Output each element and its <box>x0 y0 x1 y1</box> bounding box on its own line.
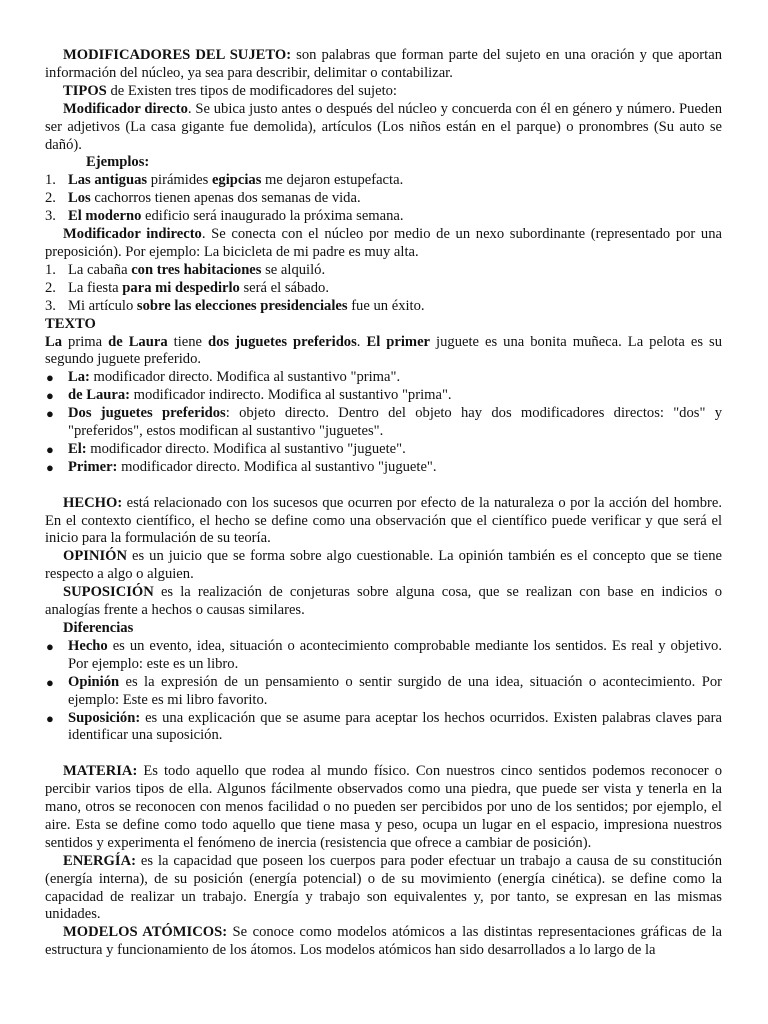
list-number: 1. <box>45 261 56 278</box>
definition-modelos-atomicos: Se conoce como modelos atómicos a las distintas representaciones gráficas de la estructura y funcionamiento de los átomos. Los modelos atómicos han sido desarrollados a lo largo de la <box>45 924 722 959</box>
paragraph-suposicion <box>45 584 722 620</box>
list-item: ● Dos juguetes preferidos: objeto directo. Dentro del objeto hay dos modificadores directos: "dos" y "preferidos", estos modifican al sustantivo "juguetes". <box>46 405 722 440</box>
paragraph-opinion <box>45 548 722 584</box>
list-item: 2. Los cachorros tienen apenas dos semanas de vida. <box>45 190 361 207</box>
paragraph-modelos-atomicos <box>45 924 722 960</box>
paragraph-texto: La prima de Laura tiene dos juguetes preferidos. El primer juguete es una bonita muñeca. La pelota es su segundo juguete preferido. <box>45 333 722 368</box>
definition-energia: es la capacidad que poseen los cuerpos para poder efectuar un trabajo a causa de su constitución (energía interna), de su posición (energía potencial) o de su movimiento (energía cinética). se define como la capacidad de realizar un trabajo. Energía y trabajo son equivalentes y, por tanto, se expresan en las mismas unidades. <box>45 852 722 923</box>
list-item: 2. La fiesta para mi despedirlo será el sábado. <box>45 279 330 296</box>
term-materia: MATERIA: <box>63 763 138 780</box>
term-hecho: HECHO: <box>63 494 123 511</box>
list-number: 2. <box>45 190 56 207</box>
definition-hecho: está relacionado con los sucesos que ocurren por efecto de la naturaleza o por la acción del hombre. En el contexto científico, el hecho se define como una observación que el científico puede verificar y que será el inicio para la formulación de su teoría. <box>45 494 722 547</box>
list-item: ● Primer: modificador directo. Modifica al sustantivo "juguete". <box>46 458 437 475</box>
term-modificadores: MODIFICADORES DEL SUJETO: <box>63 47 292 63</box>
bullet-icon: ● <box>46 710 54 726</box>
definition-modificadores: son palabras que forman parte del sujeto en una oración y que aportan información del núcleo, ya sea para describir, delimitar o contabilizar. <box>45 47 722 81</box>
paragraph-modificador-directo <box>45 101 722 155</box>
definition-opinion: es un juicio que se forma sobre algo cuestionable. La opinión también es el concepto que se tiene respecto a algo o alguien. <box>45 548 722 583</box>
paragraph-modificador-indirecto <box>45 226 722 262</box>
term-energia: ENERGÍA: <box>63 852 136 869</box>
list-number: 3. <box>45 297 56 314</box>
bullet-icon: ● <box>46 388 54 404</box>
bullet-icon: ● <box>46 441 54 457</box>
term-modificador-directo: Modificador directo <box>63 100 188 117</box>
text-tipos: de Existen tres tipos de modificadores del sujeto: <box>106 82 397 99</box>
definition-materia: Es todo aquello que rodea al mundo físico. Con nuestros cinco sentidos podemos reconocer o percibir varios tipos de ella. Algunos fácilmente observados como una piedra, que puede ser vista y tenerla en la mano, otros se reconocen con menos facilidad o no pueden ser percibidos por uno de los sentidos; por ejemplo, el aire. Esta se define como todo aquello que tiene masa y peso, ocupa un lugar en el espacio, impresiona nuestros sentidos y experimenta el fenómeno de inercia (resistencia que ofrece a cambiar de posición). <box>45 763 722 851</box>
heading-texto: TEXTO <box>45 315 96 332</box>
term-suposicion: SUPOSICIÓN <box>63 584 154 601</box>
list-number: 3. <box>45 208 56 225</box>
bullet-icon: ● <box>46 638 54 654</box>
bullet-icon: ● <box>46 370 54 386</box>
list-number: 2. <box>45 279 56 296</box>
differences-list <box>45 638 722 745</box>
list-item: ● Opinión es la expresión de un pensamiento o sentir surgido de una idea, situación o acontecimiento. Por ejemplo: Este es mi libro favorito. <box>46 673 722 708</box>
paragraph-materia <box>45 763 722 853</box>
example-list-directo <box>45 172 722 226</box>
term-modificador-indirecto: Modificador indirecto <box>63 226 202 243</box>
bullet-icon: ● <box>46 674 54 690</box>
list-item: ● Suposición: es una explicación que se asume para aceptar los hechos ocurridos. Existen palabras claves para identificar una suposición. <box>46 709 722 744</box>
list-item: ● de Laura: modificador indirecto. Modifica al sustantivo "prima". <box>46 387 452 404</box>
bullet-icon: ● <box>46 459 54 475</box>
list-item: ● Hecho es un evento, idea, situación o acontecimiento comprobable mediante los sentidos. Es real y objetivo. Por ejemplo: este es un libro. <box>46 637 722 672</box>
list-item: 3. El moderno edificio será inaugurado la próxima semana. <box>45 208 404 225</box>
heading-diferencias: Diferencias <box>63 619 134 636</box>
analysis-list <box>45 369 722 476</box>
document-page <box>45 47 722 960</box>
list-item: 1. Las antiguas pirámides egipcias me dejaron estupefacta. <box>45 172 404 189</box>
paragraph-hecho <box>45 495 722 549</box>
bullet-icon: ● <box>46 406 54 422</box>
paragraph-energia <box>45 853 722 925</box>
list-number: 1. <box>45 172 56 189</box>
list-item: ● La: modificador directo. Modifica al sustantivo "prima". <box>46 369 401 386</box>
term-tipos: TIPOS <box>63 82 107 99</box>
list-item: 1. La cabaña con tres habitaciones se alquiló. <box>45 261 326 278</box>
paragraph-modificadores <box>45 47 722 83</box>
definition-modificador-directo: . Se ubica justo antes o después del núcleo y concuerda con él en género y número. Pueden ser adjetivos (La casa gigante fue demolida), artículos (Los niños están en el parque) o pronombres (Su auto se dañó). <box>45 100 722 153</box>
term-opinion: OPINIÓN <box>63 548 128 565</box>
spacer <box>45 477 722 495</box>
heading-ejemplos: Ejemplos: <box>86 154 150 171</box>
list-item: 3. Mi artículo sobre las elecciones presidenciales fue un éxito. <box>45 297 425 314</box>
example-list-indirecto <box>45 262 722 316</box>
list-item: ● El: modificador directo. Modifica al sustantivo "juguete". <box>46 440 406 457</box>
spacer <box>45 745 722 763</box>
definition-suposicion: es la realización de conjeturas sobre alguna cosa, que se realizan con base en indicios o analogías frente a hechos o causas similares. <box>45 584 722 619</box>
paragraph-tipos <box>45 83 722 101</box>
definition-modificador-indirecto: . Se conecta con el núcleo por medio de un nexo subordinante (representado por una preposición). Por ejemplo: La bicicleta de mi padre es muy alta. <box>45 226 722 260</box>
term-modelos-atomicos: MODELOS ATÓMICOS: <box>63 924 228 941</box>
